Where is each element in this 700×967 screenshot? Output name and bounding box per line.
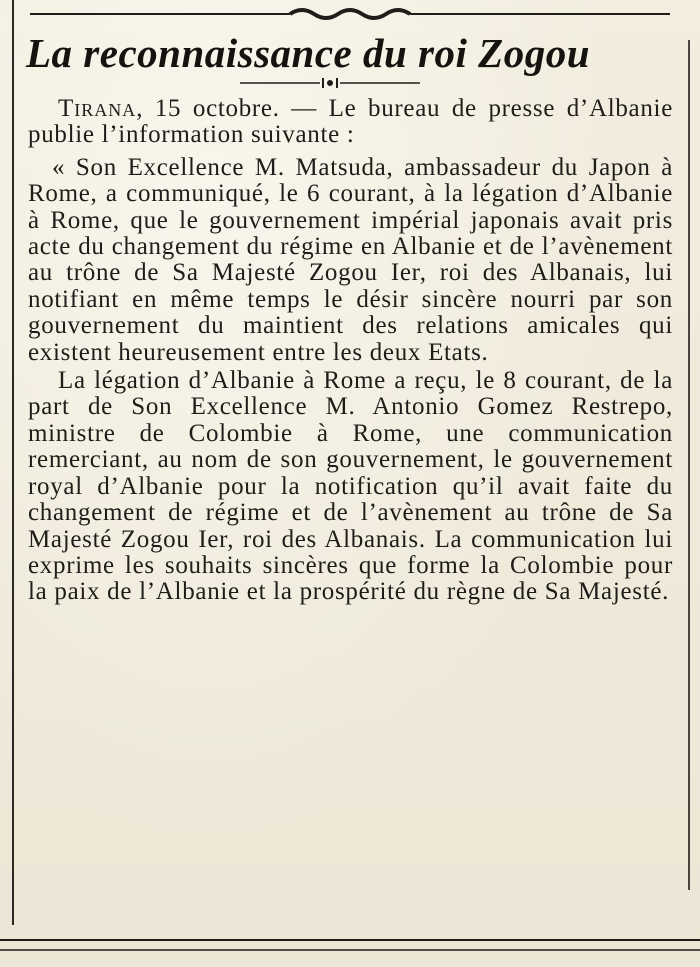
article-body (28, 96, 673, 606)
dateline-city: Tirana (58, 95, 137, 122)
article-paragraph: « Son Excellence M. Matsuda, ambassadeur du Japon à Rome, a communiqué, le 6 courant, à la légation d’Albanie à Rome, que le gouvernement impérial japonais avait pris acte du changement du régime en Albanie et de l’avènement au trône de Sa Majesté Zogou Ier, roi des Albanais, lui notifiant en même temps le désir sincère nourri par son gouvernement du maintient des relations amicales qui existent heureusement entre les deux Etats. (28, 153, 673, 366)
top-ornament-divider (20, 4, 680, 24)
left-column-rule (12, 0, 14, 925)
headline: La reconnaissance du roi Zogou (26, 30, 590, 76)
bottom-double-rule (0, 930, 700, 960)
headline-ornament-divider (240, 76, 420, 90)
right-column-rule (688, 40, 690, 890)
article-paragraph: La légation d’Albanie à Rome a reçu, le 8 courant, de la part de Son Excellence M. Antonio Gomez Restrepo, ministre de Colombie à Rome, une communication remerciant, au nom de son gouvernement, le gouvernement royal d’Albanie pour la notification qu’il avait faite du changement de régime et de l’avènement au trône de Sa Majesté Zogou Ier, roi des Albanais. La communication lui exprime les souhaits sincères que forme la Colombie pour la paix de l’Albanie et la prospérité du règne de Sa Majesté. (28, 367, 673, 606)
dateline-text: , 15 octobre. — Le bureau de presse d’Albanie publie l’information suivante : (28, 95, 673, 149)
dateline-paragraph (28, 96, 673, 149)
